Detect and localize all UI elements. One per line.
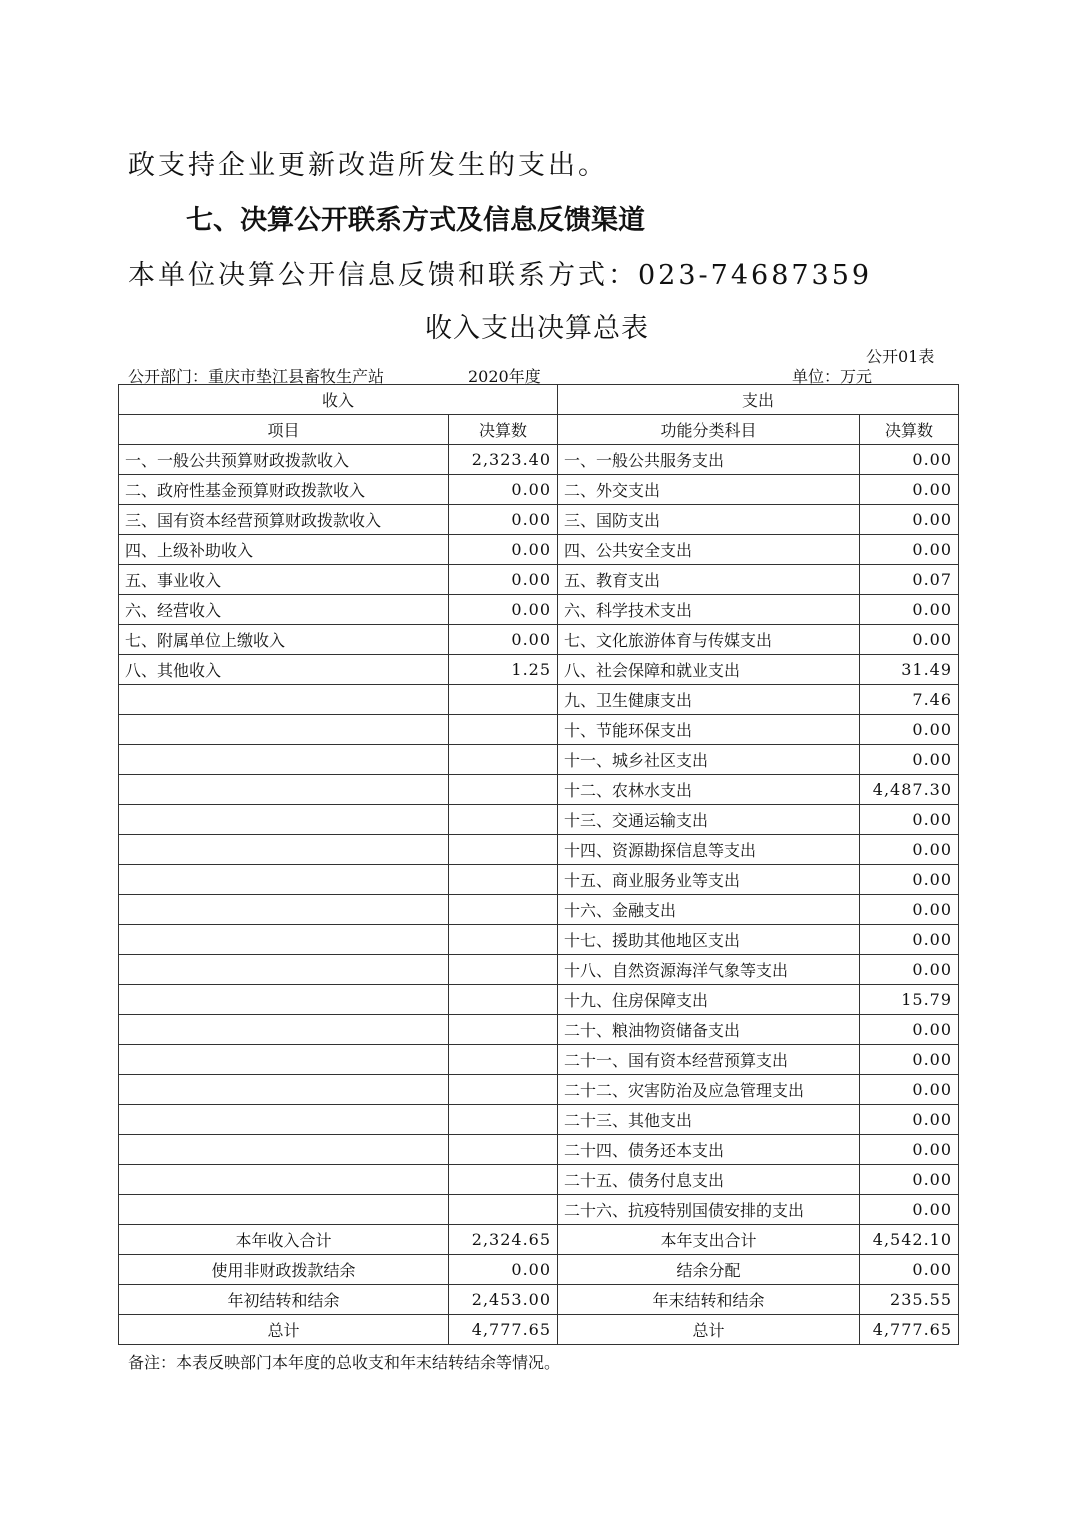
- expense-item: 十八、自然资源海洋气象等支出: [558, 955, 860, 985]
- income-header: 收入: [119, 385, 558, 415]
- expense-item: 二、外交支出: [558, 475, 860, 505]
- expense-amount: 0.00: [860, 835, 959, 865]
- table-row: [119, 865, 959, 895]
- income-amount: [449, 865, 558, 895]
- table-row: [119, 655, 959, 685]
- expense-item: 六、科学技术支出: [558, 595, 860, 625]
- expense-item: 总计: [558, 1315, 860, 1345]
- expense-item: 十四、资源勘探信息等支出: [558, 835, 860, 865]
- income-item: [119, 895, 449, 925]
- income-item: 一、一般公共预算财政拨款收入: [119, 445, 449, 475]
- table-row: [119, 1135, 959, 1165]
- expense-amount: 15.79: [860, 985, 959, 1015]
- income-amount: [449, 1165, 558, 1195]
- expense-amount: 0.00: [860, 625, 959, 655]
- expense-amount: 0.00: [860, 475, 959, 505]
- income-amount: [449, 835, 558, 865]
- income-amount: [449, 1195, 558, 1225]
- income-item: [119, 835, 449, 865]
- unit-label: 单位：万元: [792, 367, 873, 386]
- income-item: [119, 985, 449, 1015]
- income-item: [119, 955, 449, 985]
- income-amount: [449, 955, 558, 985]
- income-item: 总计: [119, 1315, 449, 1345]
- expense-amount: 0.00: [860, 1075, 959, 1105]
- budget-table: [118, 384, 959, 1345]
- amount2-col-header: 决算数: [860, 415, 959, 445]
- income-item: [119, 805, 449, 835]
- expense-amount: 0.00: [860, 1135, 959, 1165]
- body-paragraph: 政支持企业更新改造所发生的支出。: [128, 150, 608, 181]
- income-item: [119, 1045, 449, 1075]
- expense-item: 五、教育支出: [558, 565, 860, 595]
- income-amount: [449, 895, 558, 925]
- income-amount: 0.00: [449, 475, 558, 505]
- table-row: [119, 805, 959, 835]
- income-item: [119, 745, 449, 775]
- table-row: [119, 685, 959, 715]
- expense-amount: 0.00: [860, 1195, 959, 1225]
- table-row: [119, 1105, 959, 1135]
- income-item: 本年收入合计: [119, 1225, 449, 1255]
- expense-amount: 0.00: [860, 925, 959, 955]
- table-body: [119, 445, 959, 1225]
- income-amount: [449, 715, 558, 745]
- income-amount: 0.00: [449, 535, 558, 565]
- expense-amount: 4,542.10: [860, 1225, 959, 1255]
- amount-col-header: 决算数: [449, 415, 558, 445]
- income-item: [119, 1135, 449, 1165]
- income-item: 年初结转和结余: [119, 1285, 449, 1315]
- expense-header: 支出: [558, 385, 959, 415]
- expense-item: 十九、住房保障支出: [558, 985, 860, 1015]
- income-item: 八、其他收入: [119, 655, 449, 685]
- table-row: [119, 835, 959, 865]
- expense-amount: 7.46: [860, 685, 959, 715]
- table-row: [119, 985, 959, 1015]
- expense-amount: 0.00: [860, 745, 959, 775]
- income-amount: 1.25: [449, 655, 558, 685]
- expense-amount: 0.00: [860, 1105, 959, 1135]
- table-row: [119, 955, 959, 985]
- func-item-col-header: 功能分类科目: [558, 415, 860, 445]
- income-amount: [449, 1135, 558, 1165]
- expense-amount: 0.00: [860, 595, 959, 625]
- income-item: [119, 1165, 449, 1195]
- expense-item: 十三、交通运输支出: [558, 805, 860, 835]
- table-row: [119, 745, 959, 775]
- income-item: [119, 925, 449, 955]
- expense-item: 十七、援助其他地区支出: [558, 925, 860, 955]
- expense-item: 二十三、其他支出: [558, 1105, 860, 1135]
- income-item: 使用非财政拨款结余: [119, 1255, 449, 1285]
- income-amount: [449, 1045, 558, 1075]
- expense-amount: 0.00: [860, 535, 959, 565]
- table-summary: [119, 1225, 959, 1345]
- income-amount: 2,324.65: [449, 1225, 558, 1255]
- income-amount: 0.00: [449, 625, 558, 655]
- expense-amount: 4,487.30: [860, 775, 959, 805]
- expense-amount: 0.00: [860, 1255, 959, 1285]
- income-amount: 0.00: [449, 1255, 558, 1285]
- section-heading: 七、决算公开联系方式及信息反馈渠道: [186, 205, 645, 236]
- expense-amount: 0.00: [860, 1015, 959, 1045]
- table-row: [119, 1045, 959, 1075]
- expense-item: 结余分配: [558, 1255, 860, 1285]
- expense-amount: 0.00: [860, 715, 959, 745]
- table-row: [119, 715, 959, 745]
- expense-item: 七、文化旅游体育与传媒支出: [558, 625, 860, 655]
- expense-item: 十六、金融支出: [558, 895, 860, 925]
- income-amount: 2,453.00: [449, 1285, 558, 1315]
- income-item: 五、事业收入: [119, 565, 449, 595]
- column-header-row: [119, 415, 959, 445]
- expense-amount: 0.07: [860, 565, 959, 595]
- income-amount: 0.00: [449, 595, 558, 625]
- item-col-header: 项目: [119, 415, 449, 445]
- income-item: 七、附属单位上缴收入: [119, 625, 449, 655]
- income-item: 六、经营收入: [119, 595, 449, 625]
- table-row: [119, 625, 959, 655]
- table-row: [119, 505, 959, 535]
- expense-item: 二十二、灾害防治及应急管理支出: [558, 1075, 860, 1105]
- expense-amount: 0.00: [860, 895, 959, 925]
- expense-item: 十一、城乡社区支出: [558, 745, 860, 775]
- income-item: [119, 775, 449, 805]
- table-row: [119, 895, 959, 925]
- income-amount: [449, 985, 558, 1015]
- table-row: [119, 1195, 959, 1225]
- table-row: [119, 595, 959, 625]
- contact-paragraph: 本单位决算公开信息反馈和联系方式：023-74687359: [128, 260, 873, 291]
- income-item: [119, 685, 449, 715]
- expense-item: 二十一、国有资本经营预算支出: [558, 1045, 860, 1075]
- income-item: 三、国有资本经营预算财政拨款收入: [119, 505, 449, 535]
- group-header-row: [119, 385, 959, 415]
- expense-item: 八、社会保障和就业支出: [558, 655, 860, 685]
- expense-item: 九、卫生健康支出: [558, 685, 860, 715]
- expense-item: 一、一般公共服务支出: [558, 445, 860, 475]
- table-row: [119, 1015, 959, 1045]
- table-row: [119, 925, 959, 955]
- income-amount: 0.00: [449, 565, 558, 595]
- income-item: [119, 715, 449, 745]
- expense-item: 二十、粮油物资储备支出: [558, 1015, 860, 1045]
- expense-item: 四、公共安全支出: [558, 535, 860, 565]
- table-row: [119, 445, 959, 475]
- footnote: 备注：本表反映部门本年度的总收支和年末结转结余等情况。: [128, 1353, 561, 1372]
- table-number: 公开01表: [866, 347, 935, 366]
- income-amount: [449, 745, 558, 775]
- expense-item: 本年支出合计: [558, 1225, 860, 1255]
- income-amount: [449, 775, 558, 805]
- expense-amount: 4,777.65: [860, 1315, 959, 1345]
- table-row: [119, 535, 959, 565]
- income-item: 四、上级补助收入: [119, 535, 449, 565]
- income-item: [119, 1015, 449, 1045]
- fiscal-year: 2020年度: [468, 367, 541, 386]
- income-amount: [449, 685, 558, 715]
- expense-amount: 0.00: [860, 505, 959, 535]
- income-amount: [449, 1075, 558, 1105]
- expense-amount: 31.49: [860, 655, 959, 685]
- expense-item: 十五、商业服务业等支出: [558, 865, 860, 895]
- summary-row: [119, 1315, 959, 1345]
- income-amount: [449, 1105, 558, 1135]
- table-row: [119, 775, 959, 805]
- income-amount: [449, 1015, 558, 1045]
- income-amount: [449, 925, 558, 955]
- expense-amount: 0.00: [860, 1165, 959, 1195]
- table-row: [119, 1165, 959, 1195]
- income-item: [119, 1195, 449, 1225]
- expense-item: 十二、农林水支出: [558, 775, 860, 805]
- expense-item: 十、节能环保支出: [558, 715, 860, 745]
- income-item: 二、政府性基金预算财政拨款收入: [119, 475, 449, 505]
- expense-item: 年末结转和结余: [558, 1285, 860, 1315]
- income-amount: [449, 805, 558, 835]
- income-amount: 0.00: [449, 505, 558, 535]
- expense-amount: 0.00: [860, 445, 959, 475]
- table-title: 收入支出决算总表: [425, 313, 649, 344]
- summary-row: [119, 1255, 959, 1285]
- summary-row: [119, 1285, 959, 1315]
- table-row: [119, 1075, 959, 1105]
- summary-row: [119, 1225, 959, 1255]
- expense-amount: 0.00: [860, 955, 959, 985]
- expense-item: 三、国防支出: [558, 505, 860, 535]
- income-item: [119, 1075, 449, 1105]
- expense-amount: 0.00: [860, 865, 959, 895]
- table-row: [119, 565, 959, 595]
- income-item: [119, 865, 449, 895]
- income-amount: 2,323.40: [449, 445, 558, 475]
- expense-amount: 235.55: [860, 1285, 959, 1315]
- expense-amount: 0.00: [860, 1045, 959, 1075]
- income-item: [119, 1105, 449, 1135]
- department-label: 公开部门：重庆市垫江县畜牧生产站: [128, 367, 385, 386]
- table-row: [119, 475, 959, 505]
- expense-item: 二十四、债务还本支出: [558, 1135, 860, 1165]
- expense-amount: 0.00: [860, 805, 959, 835]
- expense-item: 二十五、债务付息支出: [558, 1165, 860, 1195]
- income-amount: 4,777.65: [449, 1315, 558, 1345]
- expense-item: 二十六、抗疫特别国债安排的支出: [558, 1195, 860, 1225]
